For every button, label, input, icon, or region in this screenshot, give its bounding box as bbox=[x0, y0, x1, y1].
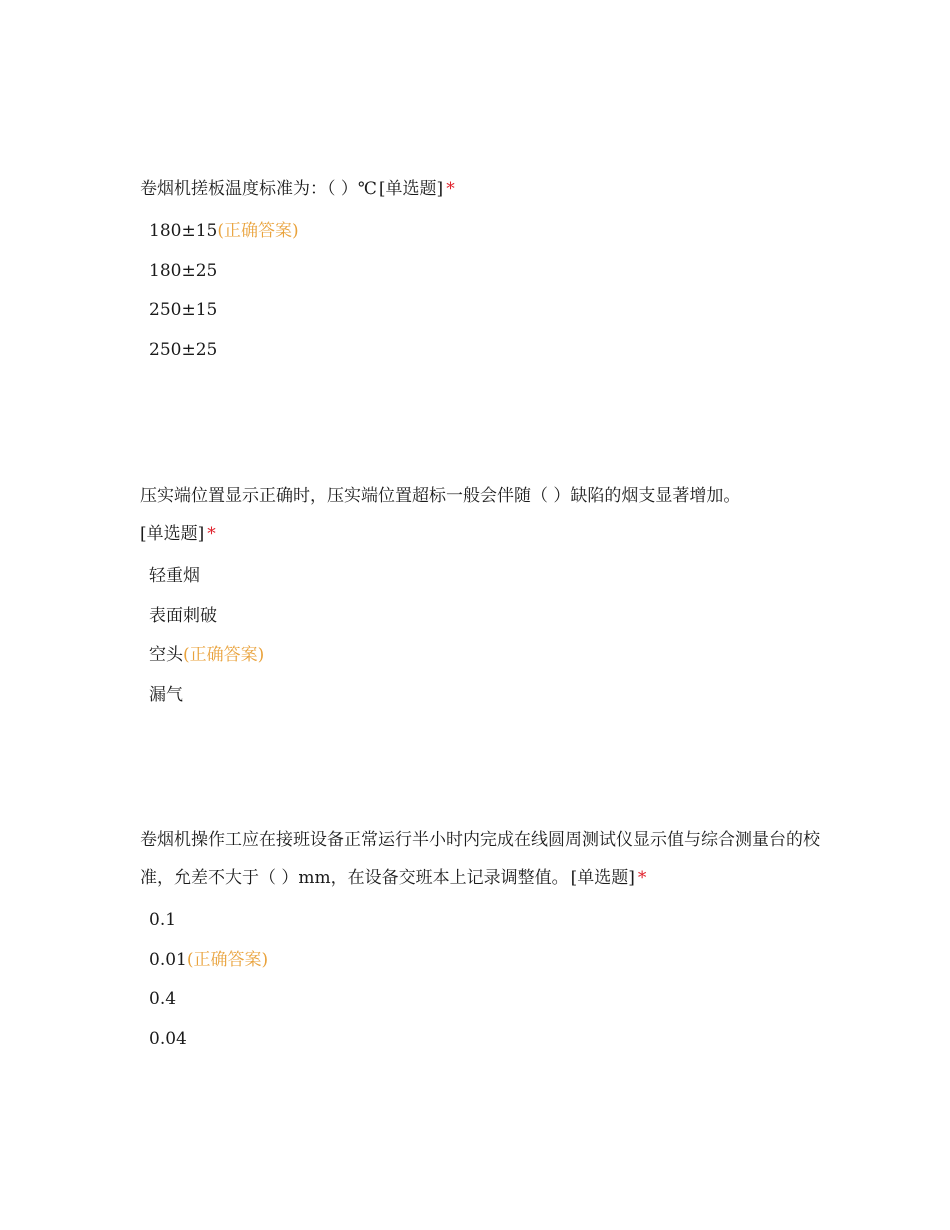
correct-answer-note: (正确答案) bbox=[183, 645, 265, 666]
option-item bbox=[149, 597, 820, 637]
option-item bbox=[149, 557, 820, 597]
question-type-tag: [单选题] bbox=[140, 524, 205, 544]
option-item bbox=[149, 331, 820, 371]
option-item bbox=[149, 636, 820, 676]
question-title bbox=[140, 821, 820, 897]
option-item bbox=[149, 252, 820, 292]
question-type-tag: [单选题] bbox=[570, 868, 635, 888]
question-text: 压实端位置显示正确时，压实端位置超标一般会伴随（ ）缺陷的烟支显著增加。 bbox=[140, 486, 741, 506]
required-marker: * bbox=[446, 179, 455, 199]
option-item bbox=[149, 1020, 820, 1060]
option-label: 表面刺破 bbox=[149, 605, 217, 626]
correct-answer-note: (正确答案) bbox=[217, 221, 299, 241]
option-item bbox=[149, 291, 820, 331]
option-list bbox=[140, 901, 820, 1060]
option-item bbox=[149, 980, 820, 1020]
option-item bbox=[149, 212, 820, 252]
question-title bbox=[140, 477, 820, 553]
correct-answer-note: (正确答案) bbox=[186, 949, 269, 970]
option-label: 0.01 bbox=[149, 949, 187, 970]
option-label: 0.4 bbox=[149, 989, 177, 1010]
required-marker: * bbox=[207, 524, 216, 544]
question-2 bbox=[140, 477, 820, 716]
option-label: 180±25 bbox=[149, 260, 218, 281]
option-item bbox=[149, 941, 820, 981]
option-list bbox=[140, 212, 820, 371]
option-label: 250±15 bbox=[149, 300, 218, 321]
option-item bbox=[149, 901, 820, 941]
question-text: 卷烟机操作工应在接班设备正常运行半小时内完成在线圆周测试仪显示值与综合测量台的校准，允差不大于（ ）mm，在设备交班本上记录调整值。 bbox=[140, 830, 820, 888]
option-label: 空头 bbox=[149, 645, 183, 666]
question-text: 卷烟机搓板温度标准为：（ ）℃ bbox=[140, 179, 377, 199]
option-label: 250±25 bbox=[149, 340, 218, 361]
question-type-tag: [单选题] bbox=[378, 179, 444, 199]
option-label: 0.04 bbox=[149, 1029, 187, 1050]
question-3 bbox=[140, 821, 820, 1060]
option-label: 0.1 bbox=[149, 910, 177, 930]
required-marker: * bbox=[637, 868, 647, 888]
question-1 bbox=[140, 170, 820, 371]
option-label: 轻重烟 bbox=[149, 566, 200, 586]
option-list bbox=[140, 557, 820, 716]
option-label: 漏气 bbox=[149, 685, 183, 706]
option-item bbox=[149, 676, 820, 716]
option-label: 180±15 bbox=[149, 221, 218, 241]
question-title bbox=[140, 170, 820, 208]
